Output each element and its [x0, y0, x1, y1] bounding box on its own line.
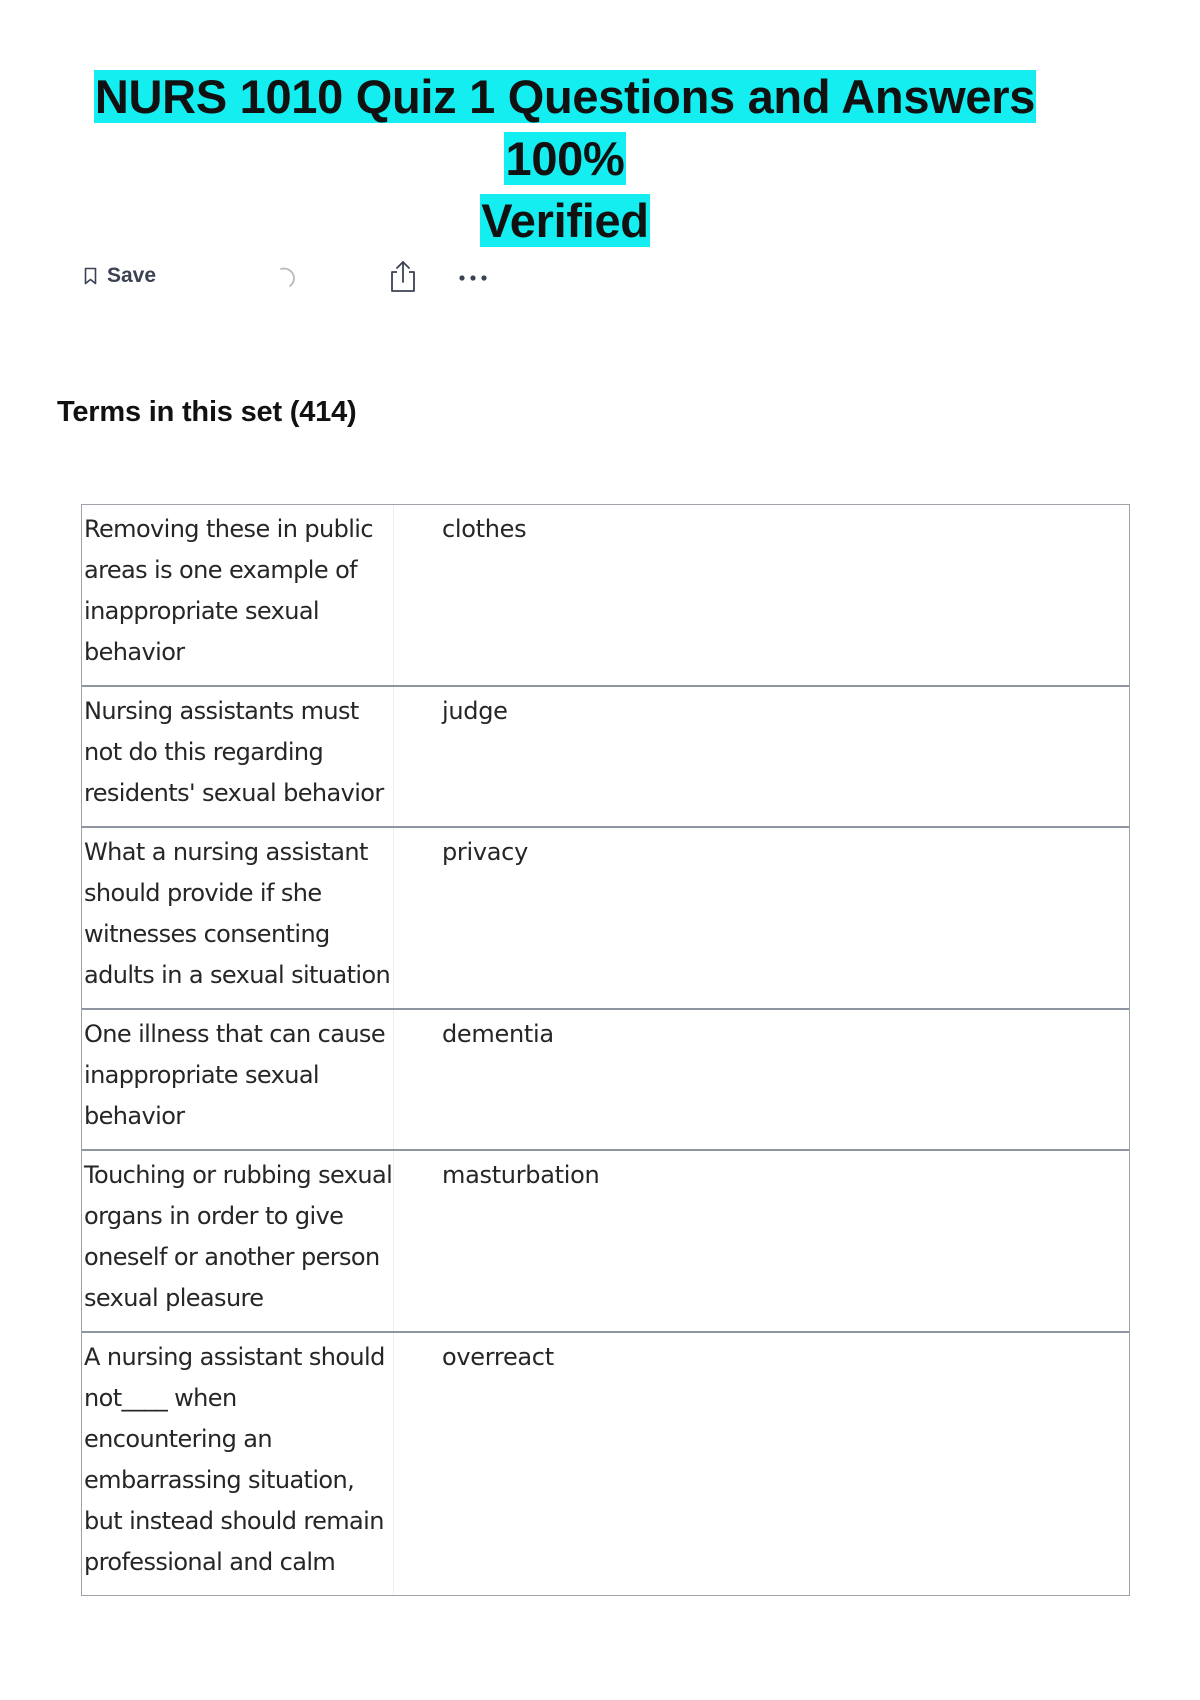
save-label: Save	[107, 264, 157, 287]
definition-text: privacy	[442, 838, 528, 866]
page-title-line-1: NURS 1010 Quiz 1 Questions and Answers 100%	[94, 70, 1036, 185]
term-text: A nursing assistant should not____ when encountering an embarrassing situation, but instead should remain professional and calm	[82, 1333, 394, 1595]
term-row	[82, 685, 1129, 826]
term-row	[82, 1331, 1129, 1595]
page-title-line-2: Verified	[481, 194, 649, 247]
term-text: Touching or rubbing sexual organs in order to give oneself or another person sexual pleasure	[82, 1151, 394, 1331]
definition-text: overreact	[442, 1343, 554, 1371]
definition-text: masturbation	[442, 1161, 600, 1189]
page-title	[57, 66, 1073, 252]
definition-text: judge	[442, 697, 508, 725]
term-row	[82, 505, 1129, 685]
term-row	[82, 1008, 1129, 1149]
more-horizontal-icon[interactable]	[458, 266, 488, 290]
terms-table	[81, 504, 1130, 1596]
term-row	[82, 826, 1129, 1008]
definition-text: dementia	[442, 1020, 554, 1048]
terms-count-heading: Terms in this set (414)	[57, 396, 357, 428]
term-text: One illness that can cause inappropriate sexual behavior	[82, 1010, 394, 1149]
toolbar	[84, 260, 504, 296]
term-row	[82, 1149, 1129, 1331]
term-text: Removing these in public areas is one example of inappropriate sexual behavior	[82, 505, 394, 685]
definition-text: clothes	[442, 515, 527, 543]
term-text: Nursing assistants must not do this regarding residents' sexual behavior	[82, 687, 394, 826]
spinner-icon	[273, 266, 297, 290]
share-icon[interactable]	[388, 260, 418, 294]
term-text: What a nursing assistant should provide if she witnesses consenting adults in a sexual situation	[82, 828, 394, 1008]
bookmark-icon	[84, 267, 97, 285]
save-button[interactable]	[84, 264, 156, 288]
